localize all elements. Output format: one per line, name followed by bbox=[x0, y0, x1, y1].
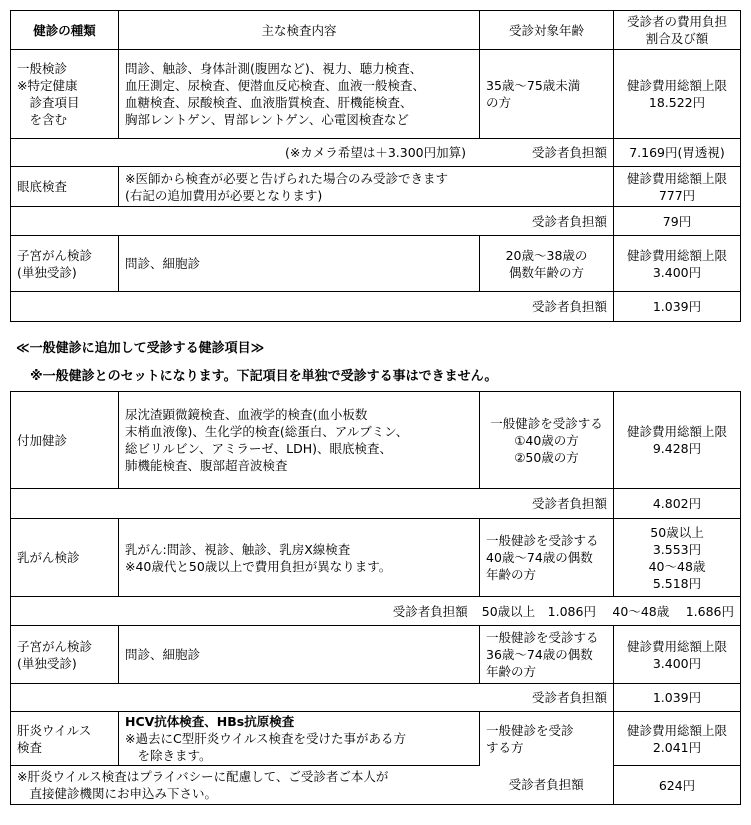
breast-burden-label: 受診者負担額 bbox=[392, 603, 468, 619]
cervical1-age: 20歳～38歳の 偶数年齢の方 bbox=[480, 236, 614, 292]
general-row bbox=[11, 50, 741, 139]
hepatitis-age: 一般健診を受診 する方 bbox=[480, 712, 614, 766]
breast-fee: 50歳以上 3.553円 40～48歳 5.518円 bbox=[614, 519, 741, 597]
hepatitis-content-rest: ※過去にC型肝炎ウイルス検査を受けた事がある方 を除きます。 bbox=[125, 731, 406, 763]
hepatitis-content bbox=[119, 712, 480, 766]
breast-content: 乳がん:問診、視診、触診、乳房X線検査 ※40歳代と50歳以上で費用負担が異なります。 bbox=[119, 519, 480, 597]
fundus-content: ※医師から検査が必要と告げられた場合のみ受診できます (右記の追加費用が必要となります) bbox=[119, 167, 614, 207]
cervical1-burden-value: 1.039円 bbox=[614, 292, 741, 322]
hepatitis-burden-label: 受診者負担額 bbox=[480, 766, 614, 805]
breast-burden-value: 50歳以上 1.086円 40～48歳 1.686円 bbox=[481, 603, 734, 619]
additional-content: 尿沈渣顕微鏡検査、血液学的検査(血小板数 末梢血液像)、生化学的検査(総蛋白、アルブミン、 総ビリルビン、アミラーゼ、LDH)、眼底検査、 肺機能検査、腹部超音波検査 bbox=[119, 392, 480, 489]
cervical2-type: 子宮がん検診 (単独受診) bbox=[11, 626, 119, 684]
fundus-type: 眼底検査 bbox=[11, 167, 119, 207]
additional-type: 付加健診 bbox=[11, 392, 119, 489]
hepatitis-row bbox=[11, 712, 741, 766]
hepatitis-fee: 健診費用総額上限 2.041円 bbox=[614, 712, 741, 766]
fundus-burden-label: 受診者負担額 bbox=[11, 207, 614, 236]
cervical2-fee: 健診費用総額上限 3.400円 bbox=[614, 626, 741, 684]
cervical1-content: 問診、細胞診 bbox=[119, 236, 480, 292]
camera-note: (※カメラ希望は＋3.300円加算) bbox=[284, 145, 466, 160]
general-type: 一般検診 ※特定健康 診査項目 を含む bbox=[11, 50, 119, 139]
breast-burden-cell bbox=[11, 597, 741, 626]
additional-fee: 健診費用総額上限 9.428円 bbox=[614, 392, 741, 489]
general-content: 問診、触診、身体計測(腹囲など)、視力、聴力検査、 血圧測定、尿検査、便潜血反応検査、血液一般検査、 血糖検査、尿酸検査、血液脂質検査、肝機能検査、 胸部レントゲン、胃部レントゲン、心電図検査など bbox=[119, 50, 480, 139]
cervical2-burden-value: 1.039円 bbox=[614, 684, 741, 712]
cervical1-type: 子宮がん検診 (単独受診) bbox=[11, 236, 119, 292]
fundus-burden-row bbox=[11, 207, 741, 236]
breast-age: 一般健診を受診する 40歳～74歳の偶数 年齢の方 bbox=[480, 519, 614, 597]
cervical2-age: 一般健診を受診する 36歳～74歳の偶数 年齢の方 bbox=[480, 626, 614, 684]
general-burden-row bbox=[11, 139, 741, 167]
fundus-row bbox=[11, 167, 741, 207]
cervical1-fee: 健診費用総額上限 3.400円 bbox=[614, 236, 741, 292]
fundus-fee: 健診費用総額上限 777円 bbox=[614, 167, 741, 207]
hepatitis-burden-value: 624円 bbox=[614, 766, 741, 805]
header-type: 健診の種類 bbox=[11, 11, 119, 50]
cervical1-row bbox=[11, 236, 741, 292]
hepatitis-burden-row bbox=[11, 766, 741, 805]
additional-row bbox=[11, 392, 741, 489]
cervical2-burden-row bbox=[11, 684, 741, 712]
cervical2-content: 問診、細胞診 bbox=[119, 626, 480, 684]
cervical1-burden-label: 受診者負担額 bbox=[11, 292, 614, 322]
cervical2-burden-label: 受診者負担額 bbox=[11, 684, 614, 712]
general-burden-left bbox=[11, 139, 614, 167]
hepatitis-content-line1: HCV抗体検査、HBs抗原検査 bbox=[125, 714, 295, 729]
breast-row bbox=[11, 519, 741, 597]
header-age: 受診対象年齢 bbox=[480, 11, 614, 50]
general-burden-value: 7.169円(胃透視) bbox=[614, 139, 741, 167]
fundus-burden-value: 79円 bbox=[614, 207, 741, 236]
hepatitis-privacy-note: ※肝炎ウイルス検査はプライバシーに配慮して、ご受診者ご本人が 直接健診機関にお申込み下さい。 bbox=[11, 766, 480, 805]
additional-burden-label: 受診者負担額 bbox=[11, 489, 614, 519]
general-burden-label: 受診者負担額 bbox=[531, 145, 607, 160]
table-basic-checkups bbox=[10, 10, 741, 322]
header-row bbox=[11, 11, 741, 50]
additional-age: 一般健診を受診する ①40歳の方 ②50歳の方 bbox=[480, 392, 614, 489]
header-content: 主な検査内容 bbox=[119, 11, 480, 50]
hepatitis-type: 肝炎ウイルス 検査 bbox=[11, 712, 119, 766]
general-fee: 健診費用総額上限 18.522円 bbox=[614, 50, 741, 139]
additional-burden-value: 4.802円 bbox=[614, 489, 741, 519]
cervical2-row bbox=[11, 626, 741, 684]
breast-burden-row bbox=[11, 597, 741, 626]
header-fee: 受診者の費用負担 割合及び額 bbox=[614, 11, 741, 50]
section-title: ≪一般健診に追加して受診する健診項目≫ bbox=[16, 341, 265, 356]
general-age: 35歳～75歳未満 の方 bbox=[480, 50, 614, 139]
section-note: ※一般健診とのセットになります。下記項目を単独で受診する事はできません。 bbox=[30, 369, 498, 384]
additional-burden-row bbox=[11, 489, 741, 519]
breast-type: 乳がん検診 bbox=[11, 519, 119, 597]
cervical1-burden-row bbox=[11, 292, 741, 322]
table-additional-checkups bbox=[10, 391, 741, 805]
